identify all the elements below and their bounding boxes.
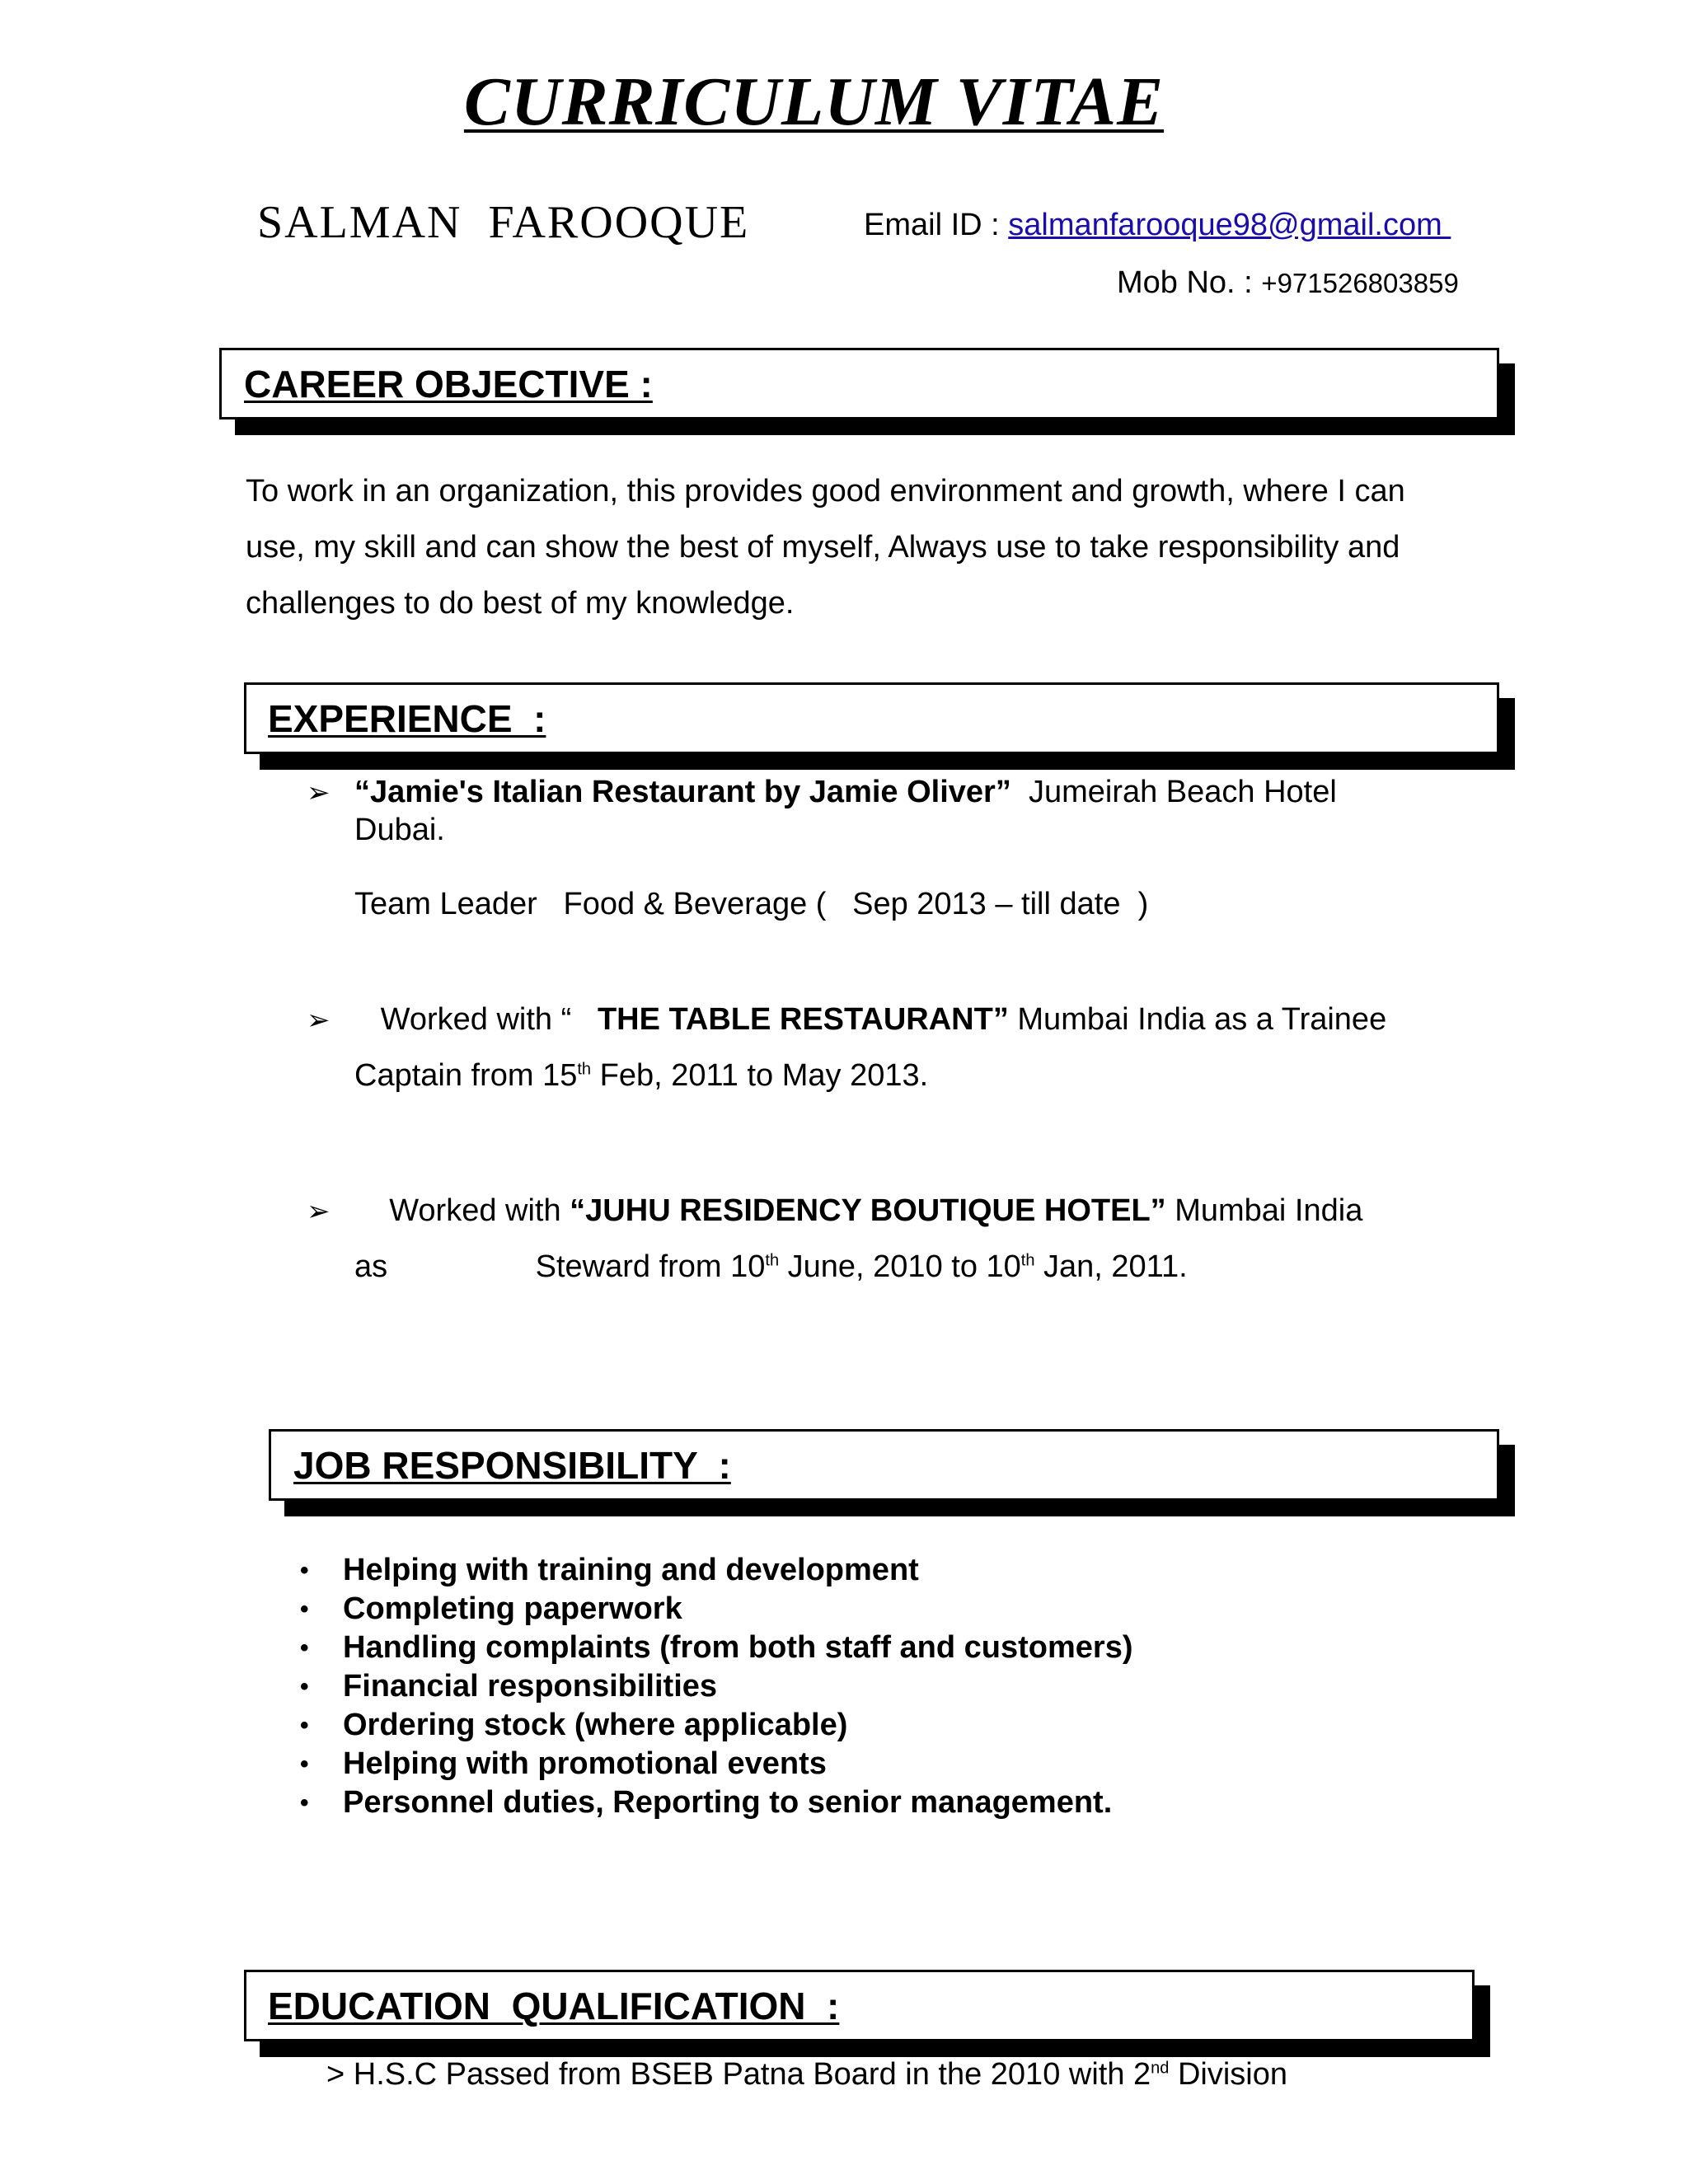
career-objective-heading-box — [219, 348, 1515, 435]
employer-location: Jumeirah Beach Hotel — [1010, 775, 1337, 809]
career-objective-line: use, my skill and can show the best of myself, Always use to take responsibility and — [246, 530, 1400, 565]
employer-name: THE TABLE RESTAURANT” — [597, 1002, 1009, 1037]
experience-item-3 — [354, 1193, 1362, 1229]
ordinal-suffix: nd — [1151, 2059, 1170, 2078]
list-item: • Handling complaints (from both staff and customers) — [343, 1629, 1133, 1667]
bullet-icon: • — [300, 1789, 309, 1816]
list-item: • Ordering stock (where applicable) — [343, 1706, 1133, 1745]
bullet-icon: • — [300, 1557, 309, 1584]
dates-text: Feb, 2011 to May 2013. — [591, 1058, 929, 1093]
job-responsibility-heading-box — [269, 1429, 1515, 1516]
bullet-arrow-icon: ➢ — [307, 777, 331, 808]
worked-with-text: Worked with “ — [354, 1002, 598, 1037]
career-objective-line: To work in an organization, this provides good environment and growth, where I can — [246, 474, 1405, 509]
dates-text: Captain from 15 — [354, 1058, 578, 1093]
experience-item-3-dates — [354, 1249, 1188, 1285]
education-text: > H.S.C Passed from BSEB Patna Board in the 2010 with 2 — [326, 2057, 1151, 2092]
bullet-icon: • — [300, 1750, 309, 1778]
career-objective-line: challenges to do best of my knowledge. — [246, 586, 795, 621]
mobile-number: +971526803859 — [1261, 268, 1459, 298]
list-item: • Helping with training and development — [343, 1551, 1133, 1590]
list-item: • Helping with promotional events — [343, 1745, 1133, 1783]
job-responsibility-heading: JOB RESPONSIBILITY : — [293, 1443, 731, 1487]
education-text: Division — [1169, 2057, 1288, 2092]
responsibility-list — [300, 1551, 1133, 1822]
experience-item-2 — [354, 1002, 1386, 1038]
bullet-icon: • — [300, 1596, 309, 1623]
mobile-row — [1117, 265, 1459, 301]
employer-name: “Jamie's Italian Restaurant by Jamie Oliver” — [354, 775, 1011, 809]
bullet-icon: • — [300, 1634, 309, 1661]
experience-item-1 — [354, 775, 1337, 810]
dates-text: June, 2010 to 10 — [779, 1249, 1021, 1284]
bullet-icon: • — [300, 1712, 309, 1739]
education-heading: EDUCATION QUALIFICATION : — [268, 1984, 840, 2027]
bullet-arrow-icon: ➢ — [307, 1005, 331, 1036]
experience-heading: EXPERIENCE : — [268, 696, 546, 740]
list-item: • Personnel duties, Reporting to senior management. — [343, 1783, 1133, 1822]
experience-heading-box — [244, 682, 1515, 770]
experience-item-2-dates — [354, 1058, 928, 1094]
dates-text: Jan, 2011. — [1034, 1249, 1188, 1284]
ordinal-suffix: th — [765, 1251, 780, 1270]
list-item: • Completing paperwork — [343, 1590, 1133, 1629]
education-heading-box — [244, 1970, 1490, 2057]
employer-location: Mumbai India — [1165, 1193, 1363, 1228]
bullet-icon: • — [300, 1673, 309, 1700]
email-row — [864, 208, 1451, 243]
employer-location: Mumbai India as a Trainee — [1008, 1002, 1387, 1037]
email-link[interactable]: salmanfarooque98@gmail.com — [1008, 208, 1451, 242]
worked-with-text: Worked with — [354, 1193, 570, 1228]
document-title: CURRICULUM VITAE — [463, 63, 1165, 140]
ordinal-suffix: th — [577, 1060, 592, 1079]
career-objective-heading: CAREER OBJECTIVE : — [244, 362, 653, 405]
employer-location-continued: Dubai. — [354, 813, 445, 847]
bullet-arrow-icon: ➢ — [307, 1196, 331, 1227]
ordinal-suffix: th — [1020, 1251, 1035, 1270]
employer-name: “JUHU RESIDENCY BOUTIQUE HOTEL” — [570, 1193, 1166, 1228]
career-objective-text — [246, 463, 1405, 631]
dates-text: as Steward from 10 — [354, 1249, 766, 1284]
job-role: Team Leader Food & Beverage ( Sep 2013 – till date ) — [354, 887, 1149, 921]
email-label: Email ID : — [864, 208, 1009, 242]
candidate-name: SALMAN FAROOQUE — [257, 197, 750, 248]
list-item: • Financial responsibilities — [343, 1667, 1133, 1706]
mobile-label: Mob No. : — [1117, 265, 1262, 300]
education-item — [326, 2057, 1287, 2093]
